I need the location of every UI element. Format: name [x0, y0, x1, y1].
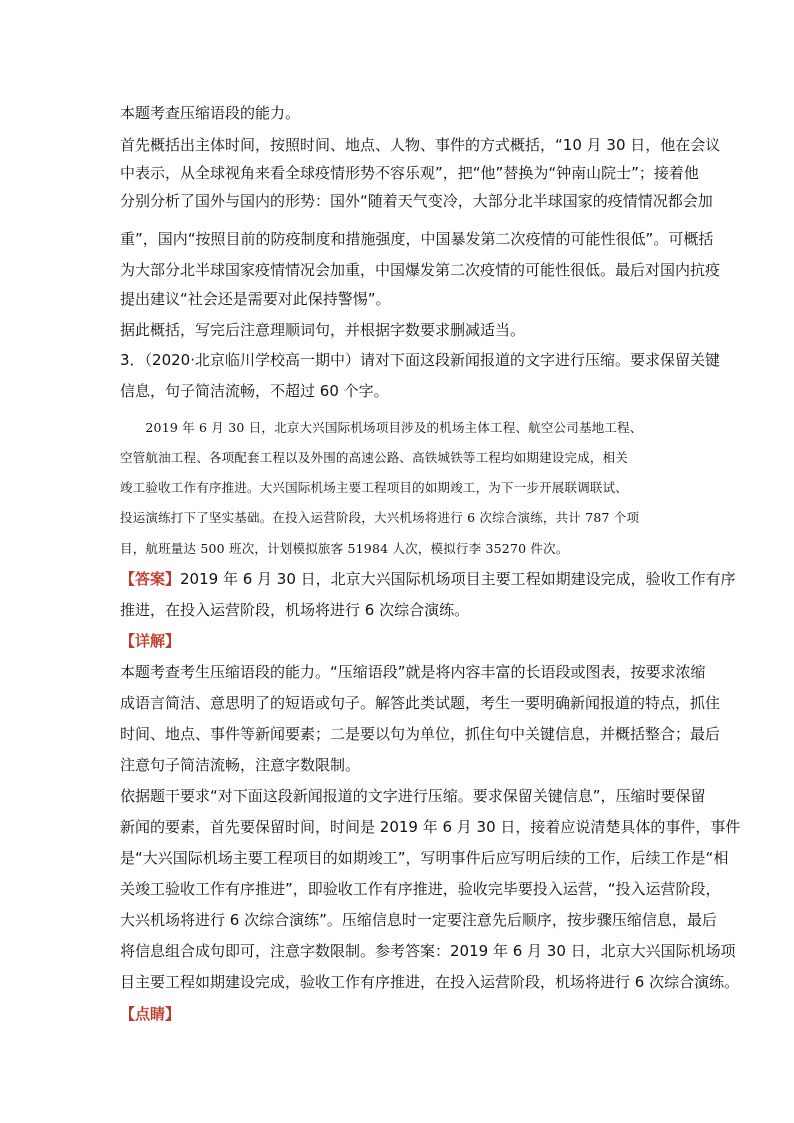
text-line: 中表示，从全球视角来看全球疫情形势不容乐观”，把“他”替换为“钟南山院士”；接着他 — [120, 164, 699, 182]
news-quote-line: 竣工验收工作有序推进。大兴国际机场主要工程项目的如期竣工，为下一步开展联调联试、 — [120, 480, 629, 495]
detail-line: 将信息组合成句即可，注意字数限制。参考答案：2019 年 6 月 30 日，北京大兴国际机场项 — [120, 942, 736, 960]
detail-line: 依据题干要求“对下面这段新闻报道的文字进行压缩。要求保留关键信息”，压缩时要保留 — [120, 787, 706, 805]
detail-line: 目主要工程如期建设完成，验收工作有序推进，在投入运营阶段，机场将进行 6 次综合演练。 — [120, 973, 740, 991]
answer-line: 推进，在投入运营阶段，机场将进行 6 次综合演练。 — [120, 601, 470, 619]
detail-line: 时间、地点、事件等新闻要素；二是要以句为单位，抓住句中关键信息，并概括整合；最后 — [120, 725, 721, 743]
news-quote-line: 2019 年 6 月 30 日，北京大兴国际机场项目涉及的机场主体工程、航空公司基地工程、 — [120, 420, 643, 435]
answer-line — [120, 569, 736, 589]
detail-line: 本题考查考生压缩语段的能力。“压缩语段”就是将内容丰富的长语段或图表，按要求浓缩 — [120, 663, 706, 681]
detail-line: 大兴机场将进行 6 次综合演练”。压缩信息时一定要注意先后顺序，按步骤压缩信息，最后 — [120, 911, 717, 929]
detail-line: 是“大兴国际机场主要工程项目的如期竣工”，写明事件后应写明后续的工作，后续工作是“相 — [120, 849, 729, 867]
detail-line: 注意句子简洁流畅，注意字数限制。 — [120, 756, 361, 774]
text-line: 首先概括出主体时间，按照时间、地点、人物、事件的方式概括，“10 月 30 日，他在会议 — [120, 136, 721, 154]
question-line: 信息，句子简洁流畅，不超过 60 个字。 — [120, 382, 389, 400]
answer-tag: 【答案】 — [120, 570, 181, 588]
detail-line: 新闻的要素，首先要保留时间，时间是 2019 年 6 月 30 日，接着应说清楚具体的事件，事件 — [120, 818, 741, 836]
news-quote-line: 投运演练打下了坚实基础。在投入运营阶段，大兴机场将进行 6 次综合演练，共计 787 个项 — [120, 510, 640, 525]
detail-line: 关竣工验收工作有序推进”，即验收工作有序推进，验收完毕要投入运营，“投入运营阶段， — [120, 880, 721, 898]
text-line: 据此概括，写完后注意理顺词句，并根据字数要求删减适当。 — [120, 321, 526, 339]
text-line: 重”，国内“按照目前的防疫制度和措施强度，中国暴发第二次疫情的可能性很低”。可概括 — [120, 230, 714, 248]
detail-line: 成语言简洁、意思明了的短语或句子。解答此类试题，考生一要明确新闻报道的特点，抓住 — [120, 694, 721, 712]
text-line: 提出建议“社会还是需要对此保持警惕”。 — [120, 290, 391, 308]
text-line: 本题考查压缩语段的能力。 — [120, 104, 301, 122]
answer-text: 2019 年 6 月 30 日，北京大兴国际机场项目主要工程如期建设完成，验收工作有序 — [180, 570, 736, 588]
text-line: 为大部分北半球国家疫情情况会加重，中国爆发第二次疫情的可能性很低。最后对国内抗疫 — [120, 261, 721, 279]
news-quote-line: 目，航班量达 500 班次，计划模拟旅客 51984 人次，模拟行李 35270 件次。 — [120, 541, 569, 556]
detail-tag: 【详解】 — [120, 632, 181, 650]
point-tag: 【点睛】 — [120, 1005, 181, 1023]
text-line: 分别分析了国外与国内的形势：国外“随着天气变冷，大部分北半球国家的疫情情况都会加 — [120, 192, 713, 210]
news-quote-line: 空管航油工程、各项配套工程以及外围的高速公路、高铁城铁等工程均如期建设完成，相关 — [120, 450, 629, 465]
question-line: 3．（2020·北京临川学校高一期中）请对下面这段新闻报道的文字进行压缩。要求保留关键 — [120, 351, 720, 369]
